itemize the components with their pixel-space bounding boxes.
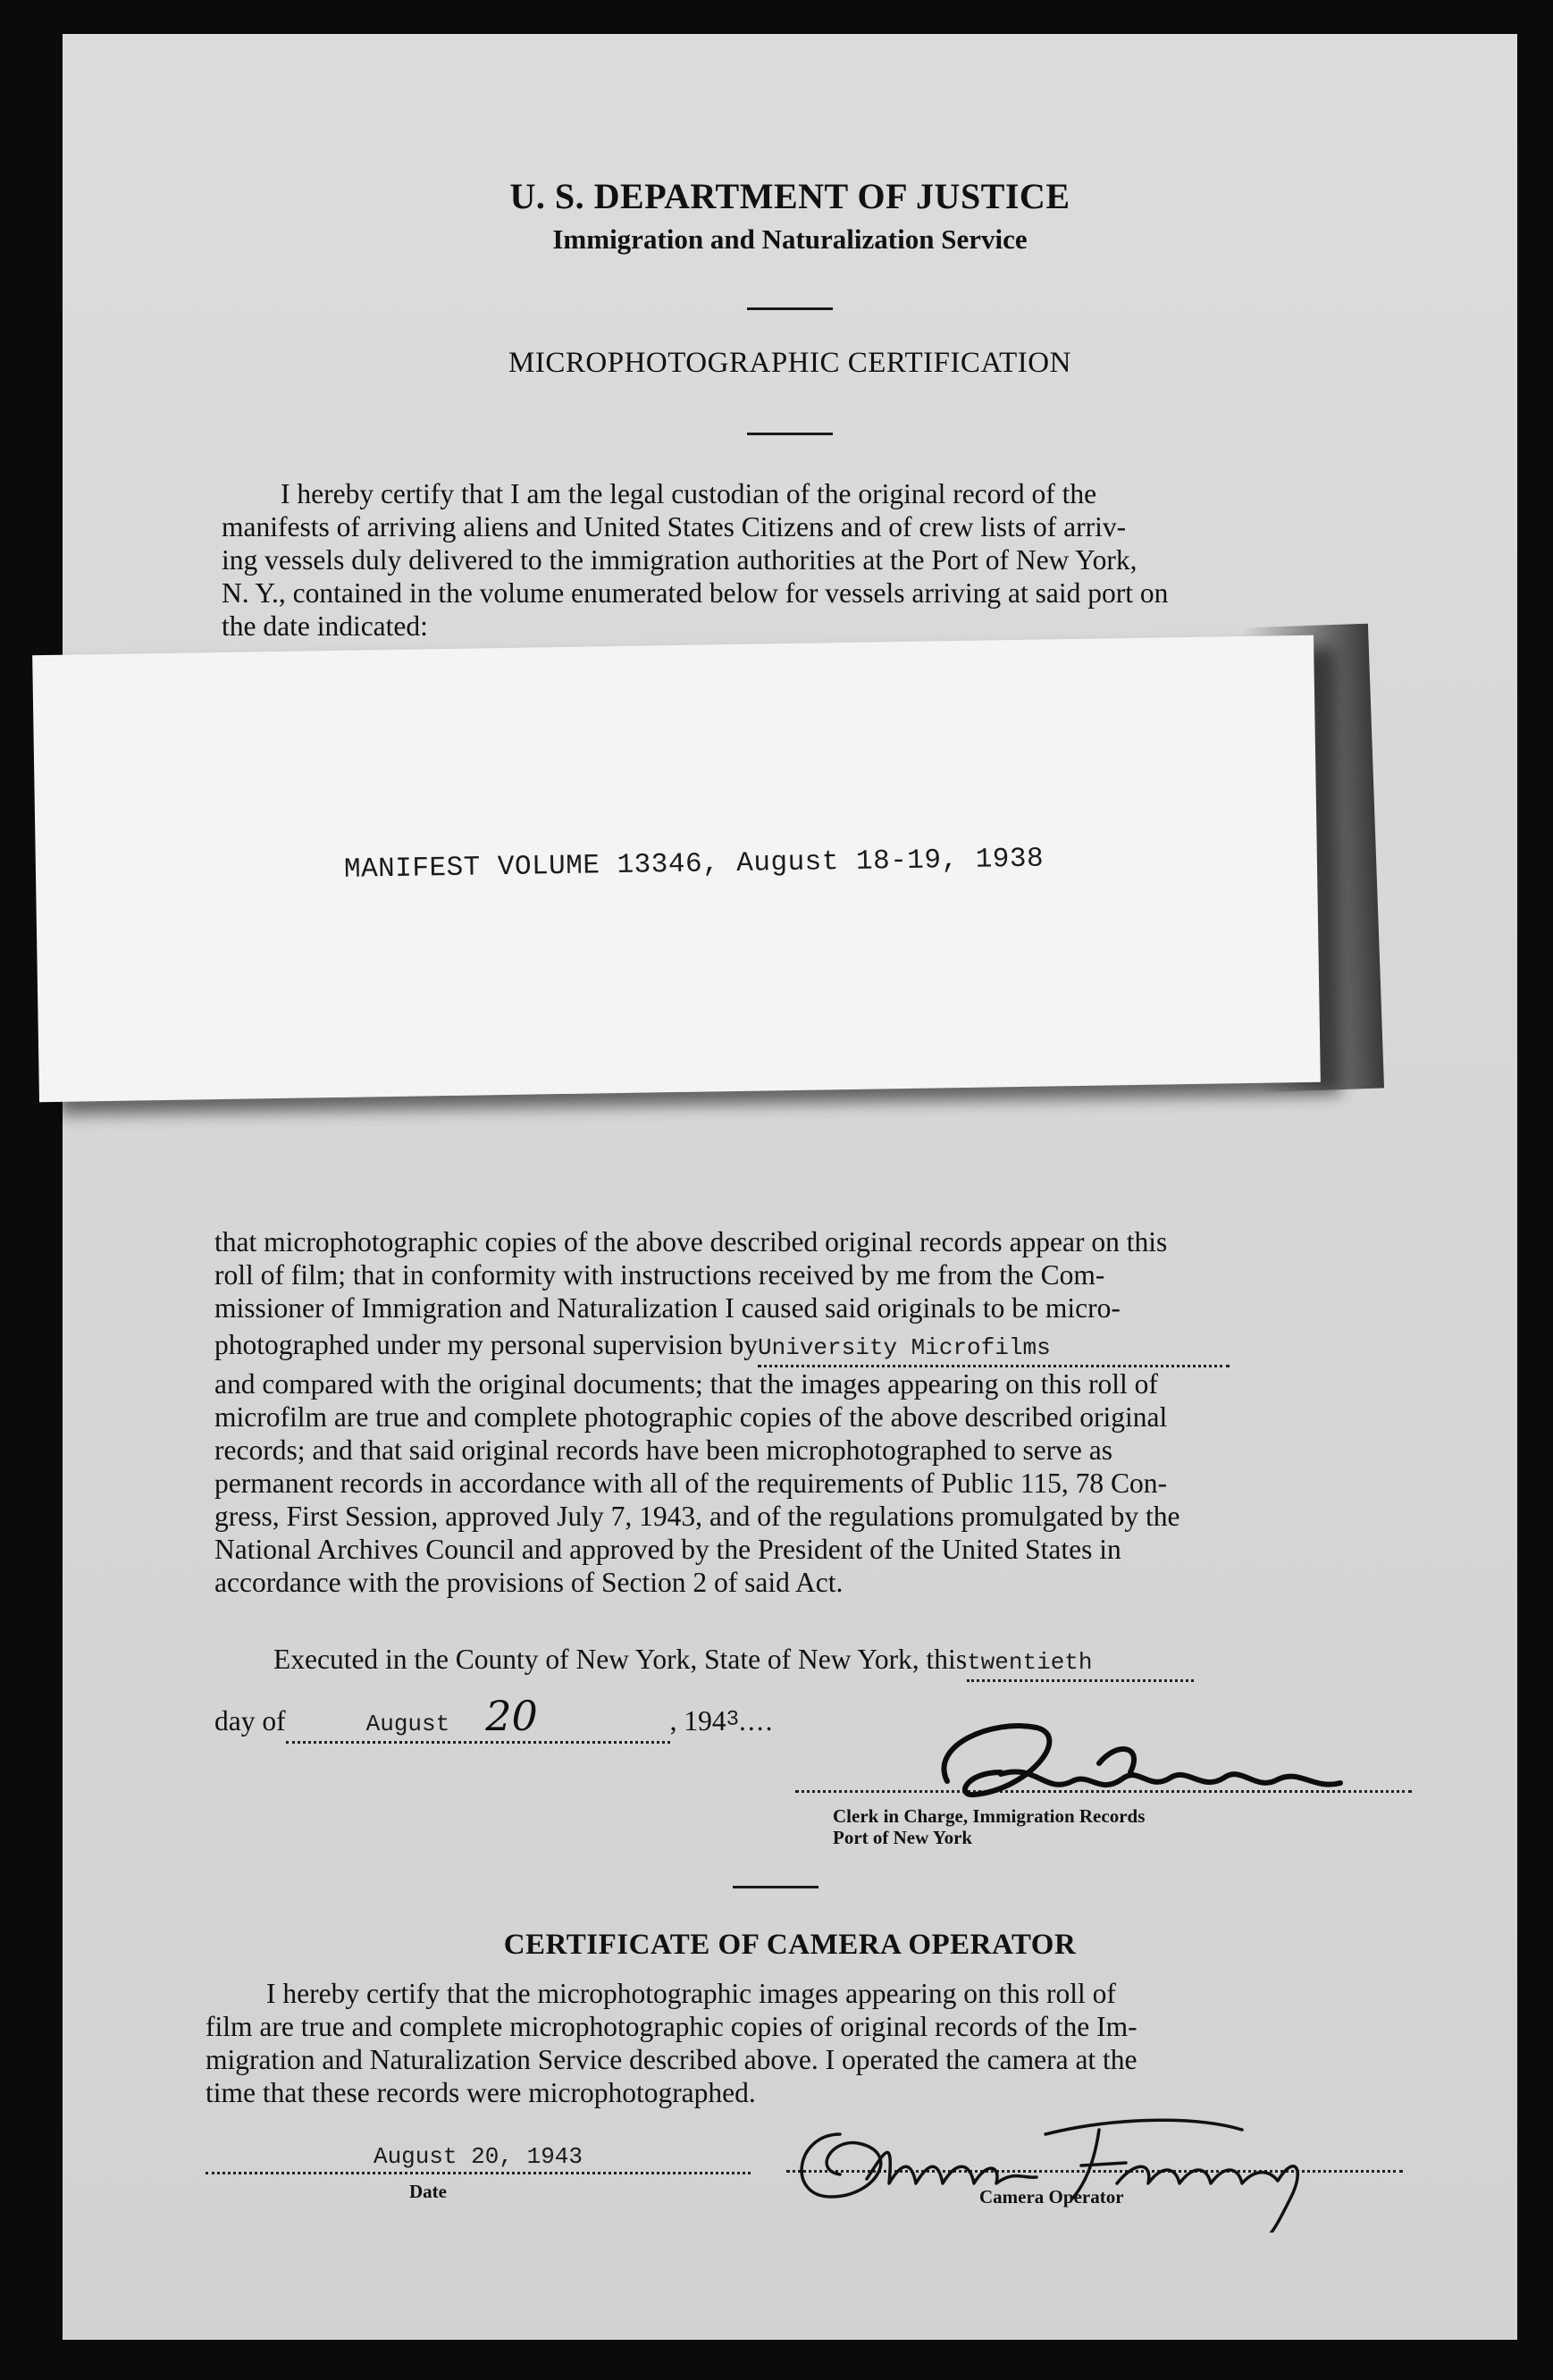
body-line: microfilm are true and complete photographic copies of the above described original [214,1401,1168,1433]
photographer-field: University Microfilms [758,1332,1230,1367]
month-field [286,1692,670,1744]
camera-line: film are true and complete microphotographic copies of original records of the Im- [206,2011,1137,2042]
clerk-title-1: Clerk in Charge, Immigration Records [833,1805,1146,1827]
executed-line [273,1643,1426,1682]
camera-paragraph [206,1977,1408,2109]
body-line: missioner of Immigration and Naturalization I caused said originals to be micro- [214,1292,1121,1324]
service-subtitle: Immigration and Naturalization Service [552,223,1028,255]
certification-title: MICROPHOTOGRAPHIC CERTIFICATION [508,347,1071,379]
executed-day-field: twentieth [967,1646,1194,1682]
divider [733,1886,818,1888]
body-line: accordance with the provisions of Section 2 of said Act. [214,1567,844,1598]
intro-paragraph [222,477,1421,643]
intro-line: N. Y., contained in the volume enumerated below for vessels arriving at said port on [222,577,1169,609]
manifest-volume-text: MANIFEST VOLUME 13346, August 18-19, 1938 [343,843,1045,886]
executed-prefix: Executed in the County of New York, State of New York, this [273,1644,968,1675]
intro-line: ing vessels duly delivered to the immigration authorities at the Port of New York, [222,544,1137,576]
body-line: records; and that said original records have been microphotographed to serve as [214,1434,1113,1466]
body-line: National Archives Council and approved by the President of the United States in [214,1534,1121,1565]
date-field: August 20, 1943 [206,2141,751,2174]
handwritten-day: 20 [485,1692,538,1740]
photographed-prefix: photographed under my personal supervision by [214,1329,759,1360]
operator-label: Camera Operator [979,2186,1124,2208]
intro-line: I hereby certify that I am the legal custodian of the original record of the [281,478,1097,509]
manifest-slip [32,635,1321,1102]
photographed-line [214,1328,1417,1367]
camera-line: migration and Naturalization Service described above. I operated the camera at the [206,2044,1137,2075]
divider [747,433,833,435]
camera-heading: CERTIFICATE OF CAMERA OPERATOR [503,1929,1077,1961]
body-line: gress, First Session, approved July 7, 1943, and of the regulations promulgated by the [214,1501,1180,1532]
clerk-title-2: Port of New York [833,1827,973,1848]
intro-line: manifests of arriving aliens and United States Citizens and of crew lists of arriv- [222,511,1127,542]
divider [747,307,833,310]
camera-line: time that these records were microphotographed. [206,2077,756,2108]
certificate-page [63,34,1517,2340]
department-title: U. S. DEPARTMENT OF JUSTICE [509,176,1070,216]
year-prefix: , 194 [669,1705,726,1737]
intro-line: the date indicated: [222,610,428,642]
body-line: and compared with the original documents; that the images appearing on this roll of [214,1368,1158,1400]
body-line: roll of film; that in conformity with instructions received by me from the Com- [214,1259,1105,1291]
month-value: August [365,1711,450,1737]
body-line: that microphotographic copies of the above described original records appear on this [214,1226,1168,1257]
body-line: permanent records in accordance with all of the requirements of Public 115, 78 Con- [214,1468,1167,1499]
body-paragraph [214,1225,1417,1599]
year-dots: .... [739,1705,775,1737]
day-of-prefix: day of [214,1705,286,1737]
camera-line: I hereby certify that the microphotographic images appearing on this roll of [266,1978,1116,2009]
date-label: Date [409,2181,447,2202]
operator-signature [777,2098,1421,2233]
year-digit: 3 [726,1708,740,1732]
